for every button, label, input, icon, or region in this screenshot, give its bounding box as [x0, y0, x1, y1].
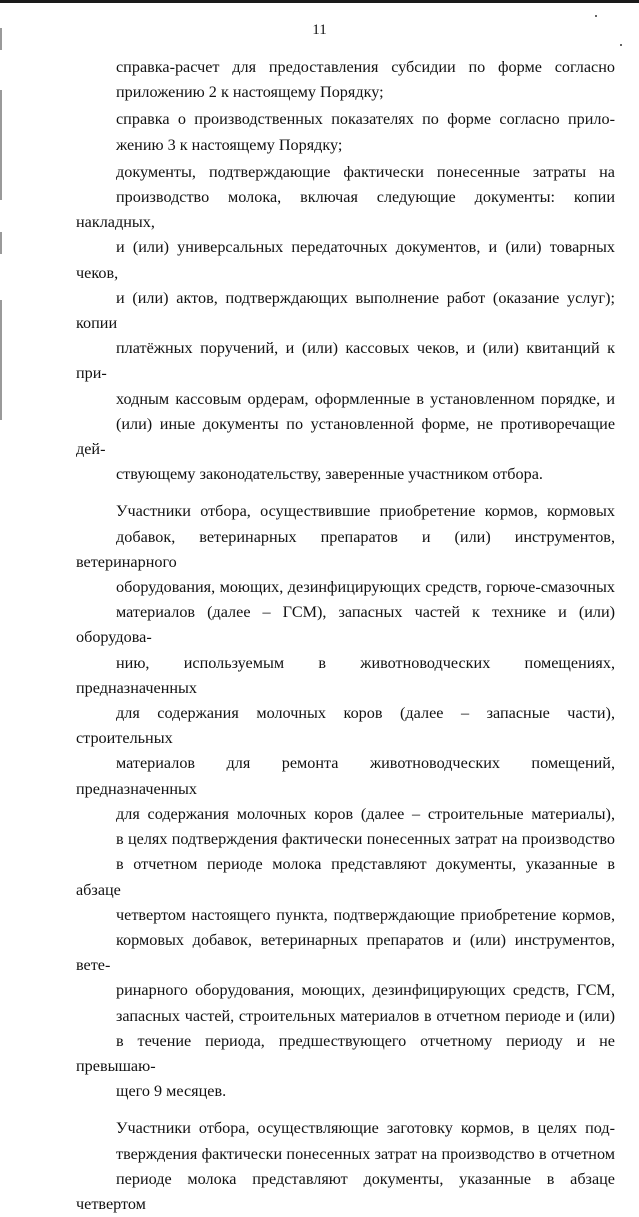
text-line: материалов (далее – ГСМ), запасных частей к технике и (или) оборудова-: [76, 603, 615, 647]
text-line: ринарного оборудования, моющих, дезинфицирующих средств, ГСМ,: [116, 981, 615, 1000]
text-line: ствующему законодательству, заверенные участником отбора.: [116, 465, 543, 484]
text-line: и (или) актов, подтверждающих выполнение работ (оказание услуг); копии: [76, 288, 615, 333]
text-line: добавок, ветеринарных препаратов и (или) инструментов, ветеринарного: [76, 527, 615, 571]
paragraph-3: [76, 160, 615, 488]
text-line: платёжных поручений, и (или) кассовых чеков, и (или) квитанций к при-: [76, 339, 615, 383]
text-line: (или) иные документы по установленной форме, не противоречащие дей-: [76, 414, 615, 459]
text-line: в целях подтверждения фактически понесенных затрат на производство: [116, 830, 615, 849]
text-line: Участники отбора, осуществившие приобретение кормов, кормовых: [116, 502, 615, 521]
paragraph-2: [76, 107, 615, 157]
text-line: периоде молока представляют документы, указанные в абзаце четвертом: [76, 1169, 615, 1213]
scan-speck: [595, 15, 597, 17]
text-line: четвертом настоящего пункта, подтверждающие приобретение кормов,: [116, 905, 615, 924]
text-line: щего 9 месяцев.: [116, 1082, 227, 1101]
page-number: 11: [312, 22, 327, 38]
text-line: для содержания молочных коров (далее – строительные материалы),: [116, 804, 615, 823]
scan-edge-mark: [0, 90, 2, 200]
scan-edge-mark: [0, 232, 2, 254]
paragraph-4: [76, 499, 615, 1104]
text-line: запасных частей, строительных материалов в отчетном периоде и (или): [116, 1006, 615, 1025]
text-line: производство молока, включая следующие документы: копии накладных,: [76, 188, 615, 232]
scan-top-border: [0, 0, 639, 3]
paragraph-1: [76, 55, 615, 105]
text-line: и (или) универсальных передаточных документов, и (или) товарных чеков,: [76, 238, 615, 282]
paragraph-5: [76, 1116, 615, 1217]
text-line: приложению 2 к настоящему Порядку;: [116, 83, 384, 102]
scan-edge-mark: [0, 300, 2, 420]
text-line: справка-расчет для предоставления субсидии по форме согласно: [116, 58, 615, 76]
text-line: Участники отбора, осуществляющие заготовку кормов, в целях под-: [116, 1119, 615, 1138]
text-line: тверждения фактически понесенных затрат на производство в отчетном: [116, 1144, 615, 1163]
text-line: оборудования, моющих, дезинфицирующих средств, горюче-смазочных: [116, 578, 615, 597]
text-line: материалов для ремонта животноводческих помещений, предназначенных: [76, 754, 615, 798]
text-line: жению 3 к настоящему Порядку;: [116, 135, 343, 154]
text-line: в отчетном периоде молока представляют документы, указанные в абзаце: [76, 855, 615, 899]
text-line: нию, используемым в животноводческих помещениях, предназначенных: [76, 653, 615, 697]
text-line: справка о производственных показателях по форме согласно прило-: [116, 110, 615, 129]
text-line: документы, подтверждающие фактически понесенные затраты на: [116, 162, 615, 181]
text-line: в течение периода, предшествующего отчетному периоду и не превышаю-: [76, 1031, 615, 1075]
scan-speck: [620, 44, 622, 46]
text-line: кормовых добавок, ветеринарных препаратов и (или) инструментов, вете-: [76, 930, 615, 975]
text-line: ходным кассовым ордерам, оформленные в установленном порядке, и: [116, 389, 615, 408]
text-line: для содержания молочных коров (далее – запасные части), строительных: [76, 704, 615, 748]
document-body: [76, 55, 615, 1217]
